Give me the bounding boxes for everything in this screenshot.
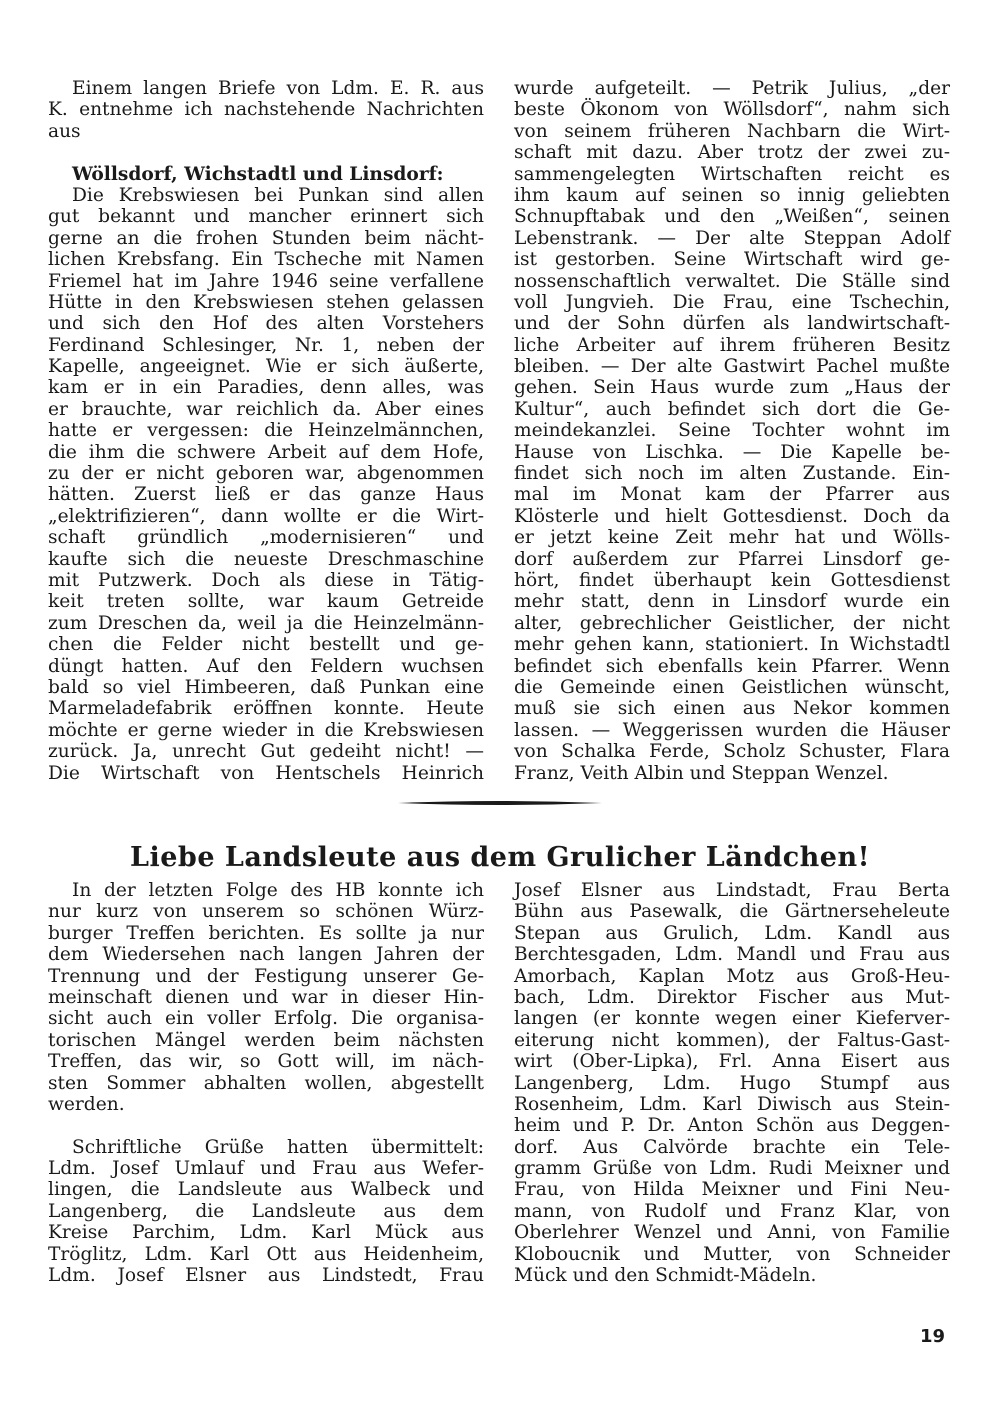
text-line: schaft gründlich „modernisieren“ und (48, 527, 484, 549)
article1-column-left (48, 78, 484, 784)
text-line: mann, von Rudolf und Franz Klar, von (514, 1200, 950, 1222)
article2-column-left (48, 880, 484, 1286)
text-line: Einem langen Briefe von Ldm. E. R. aus (72, 78, 484, 99)
text-line: liche Arbeiter auf ihrem früheren Besitz (514, 334, 950, 356)
text-line: Hütte in den Krebswiesen stehen gelassen (48, 291, 484, 313)
text-line: burger Treffen berichten. Es sollte ja nur (48, 922, 484, 944)
text-line: nossenschaftlich verwaltet. Die Ställe sind (514, 270, 950, 292)
text-line: Oberlehrer Wenzel und Anni, von Familie (514, 1222, 950, 1244)
text-line: die Gemeinde einen Geistlichen wünscht, (514, 676, 950, 698)
text-line: dorf außerdem zur Pfarrei Linsdorf ge- (514, 548, 950, 570)
text-line: hatte er vergessen: die Heinzelmännchen, (48, 420, 484, 442)
text-line: sten Sommer abhalten wollen, abgestellt (48, 1072, 484, 1094)
text-line: Kapelle, angeeignet. Wie er sich äußerte, (48, 356, 484, 378)
text-line: Marmeladefabrik eröffnen konnte. Heute (48, 698, 484, 720)
text-line: heim und P. Dr. Anton Schön aus Deggen- (514, 1115, 950, 1137)
text-line: Mück und den Schmidt-Mädeln. (514, 1265, 817, 1287)
text-line: sicht auch ein voller Erfolg. Die organisa- (48, 1008, 484, 1030)
text-line: lassen. — Weggerissen wurden die Häuser (514, 719, 950, 741)
text-line: bach, Ldm. Direktor Fischer aus Mut- (514, 986, 950, 1008)
text-line: mehr gehen kann, stationiert. In Wichstadtl (514, 634, 950, 656)
article2-headline: Liebe Landsleute aus dem Grulicher Ländchen! (130, 842, 870, 873)
text-line: Schriftliche Grüße hatten übermittelt: (72, 1136, 484, 1158)
text-line: er brauchte, war reichlich da. Aber eines (48, 398, 484, 420)
text-line: Die Wirtschaft von Hentschels Heinrich (48, 762, 484, 784)
text-line: möchte er gerne wieder in die Krebswiesen (48, 719, 484, 741)
text-line: meindekanzlei. Seine Tochter wohnt im (514, 420, 950, 442)
text-line: nur kurz von unserem so schönen Würz- (48, 901, 484, 923)
text-line: Schnupftabak und den „Weißen“, seinen (514, 206, 950, 228)
text-line: Stepan aus Grulich, Ldm. Kandl aus (514, 922, 950, 944)
text-line: gramm Grüße von Ldm. Rudi Meixner und (514, 1158, 950, 1180)
text-line: Berchtesgaden, Ldm. Mandl und Frau aus (514, 944, 950, 966)
text-line: Franz, Veith Albin und Steppan Wenzel. (514, 762, 889, 784)
text-line: hört, findet überhaupt kein Gottesdienst (514, 569, 950, 591)
text-line: lingen, die Landsleute aus Walbeck und (48, 1179, 484, 1201)
text-line: In der letzten Folge des HB konnte ich (72, 880, 484, 901)
text-line: und der Sohn dürfen als landwirtschaft- (514, 313, 950, 335)
text-line: keit treten sollte, war kaum Getreide (48, 591, 484, 613)
article2-column-right (514, 880, 950, 1286)
text-line: eiterung nicht kommen), der Faltus-Gast- (514, 1029, 950, 1051)
text-line: Kloboucnik und Mutter, von Schneider (514, 1243, 950, 1265)
text-line: K. entnehme ich nachstehende Nachrichten (48, 99, 484, 121)
paragraph-gap (48, 142, 484, 163)
text-line: muß sie sich einen aus Nekor kommen (514, 698, 950, 720)
text-line: kam er in ein Paradies, denn alles, was (48, 377, 484, 399)
text-line: Frau, von Hilda Meixner und Fini Neu- (514, 1179, 950, 1201)
text-line: Kultur“, auch befindet sich dort die Ge- (514, 398, 950, 420)
text-line: Langenberg, Ldm. Hugo Stumpf aus (514, 1072, 950, 1094)
text-line: Ldm. Josef Umlauf und Frau aus Wefer- (48, 1158, 484, 1180)
text-line: werden. (48, 1093, 125, 1115)
text-line: sammengelegten Wirtschaften reicht es (514, 163, 950, 185)
text-line: Hause von Lischka. — Die Kapelle be- (514, 441, 950, 463)
text-line: die ihm die schwere Arbeit auf dem Hofe, (48, 441, 484, 463)
text-line: dorf. Aus Calvörde brachte ein Tele- (514, 1136, 950, 1158)
text-line: dem Wiedersehen nach langen Jahren der (48, 944, 484, 966)
text-line: Lebenstrank. — Der alte Steppan Adolf (514, 227, 950, 249)
text-line: zum Dreschen da, weil ja die Heinzelmänn- (48, 612, 484, 634)
paragraph-gap (48, 1115, 484, 1136)
text-line: von seinem früheren Nachbarn die Wirt- (514, 120, 950, 142)
text-line: gut bekannt und mancher erinnert sich (48, 206, 484, 228)
text-line: Klösterle und hielt Gottesdienst. Doch da (514, 505, 950, 527)
text-line: und sich den Hof des alten Vorstehers (48, 313, 484, 335)
text-line: hätten. Zuerst ließ er das ganze Haus (48, 484, 484, 506)
text-line: Treffen, das wir, so Gott will, im näch- (48, 1051, 484, 1073)
text-line: Kreise Parchim, Ldm. Karl Mück aus (48, 1222, 484, 1244)
text-line: mit Putzwerk. Doch als diese in Tätig- (48, 569, 484, 591)
text-line: Trennung und der Festigung unserer Ge- (48, 965, 484, 987)
text-line: chen die Felder nicht bestellt und ge- (48, 634, 484, 656)
text-line: findet sich noch im alten Zustande. Ein- (514, 463, 950, 485)
text-line: alter, gebrechlicher Geistlicher, der nicht (514, 612, 950, 634)
text-line: Rosenheim, Ldm. Karl Diwisch aus Stein- (514, 1093, 950, 1115)
text-line: meinschaft dienen und war in dieser Hin- (48, 986, 484, 1008)
text-line: Langenberg, die Landsleute aus dem (48, 1200, 484, 1222)
text-line: düngt hatten. Auf den Feldern wuchsen (48, 655, 484, 677)
text-line: gerne an die frohen Stunden beim nächt- (48, 227, 484, 249)
text-line: kaufte sich die neueste Dreschmaschine (48, 548, 484, 570)
article1-column-right (514, 78, 950, 784)
text-line: Bühn aus Pasewalk, die Gärtnerseheleute (514, 901, 950, 923)
text-line: er jetzt keine Zeit mehr hat und Wölls- (514, 527, 950, 549)
text-line: torischen Mängel werden beim nächsten (48, 1029, 484, 1051)
text-line: gehen. Sein Haus wurde zum „Haus der (514, 377, 950, 399)
text-line: langen (er konnte wegen einer Kieferver- (514, 1008, 950, 1030)
text-line: zurück. Ja, unrecht Gut gedeiht nicht! — (48, 741, 484, 763)
text-line: ihm kaum auf seinen so innig geliebten (514, 184, 950, 206)
section-divider (398, 800, 602, 806)
text-line: mal im Monat kam der Pfarrer aus (514, 484, 950, 506)
text-line: lichen Krebsfang. Ein Tscheche mit Namen (48, 249, 484, 271)
text-line: von Schalka Ferde, Scholz Schuster, Flara (514, 741, 950, 763)
text-line: wurde aufgeteilt. — Petrik Julius, „der (514, 78, 950, 99)
text-line: bleiben. — Der alte Gastwirt Pachel mußte (514, 356, 950, 378)
text-line: beste Ökonom von Wöllsdorf“, nahm sich (514, 99, 950, 121)
text-line: bald so viel Himbeeren, daß Punkan eine (48, 676, 484, 698)
text-line: „elektrifizieren“, dann wollte er die Wirt- (48, 505, 484, 527)
page-number: 19 (920, 1326, 946, 1347)
text-line: voll Jungvieh. Die Frau, eine Tschechin, (514, 291, 950, 313)
text-line: Friemel hat im Jahre 1946 seine verfallene (48, 270, 484, 292)
text-line: Tröglitz, Ldm. Karl Ott aus Heidenheim, (48, 1243, 484, 1265)
text-line: wirt (Ober-Lipka), Frl. Anna Eisert aus (514, 1051, 950, 1073)
section-heading: Wöllsdorf, Wichstadtl und Linsdorf: (72, 163, 444, 185)
text-line: Josef Elsner aus Lindstadt, Frau Berta (514, 880, 950, 901)
text-line: aus (48, 120, 81, 142)
text-line: schaft mit dazu. Aber trotz der zwei zu- (514, 142, 950, 164)
text-line: ist gestorben. Seine Wirtschaft wird ge- (514, 249, 950, 271)
text-line: befindet sich ebenfalls kein Pfarrer. Wenn (514, 655, 950, 677)
text-line: Amorbach, Kaplan Motz aus Groß-Heu- (514, 965, 950, 987)
text-line: mehr statt, denn in Linsdorf wurde ein (514, 591, 950, 613)
text-line: zu der er nicht geboren war, abgenommen (48, 463, 484, 485)
text-line: Ldm. Josef Elsner aus Lindstedt, Frau (48, 1265, 484, 1287)
text-line: Ferdinand Schlesinger, Nr. 1, neben der (48, 334, 484, 356)
text-line: Die Krebswiesen bei Punkan sind allen (72, 184, 484, 206)
